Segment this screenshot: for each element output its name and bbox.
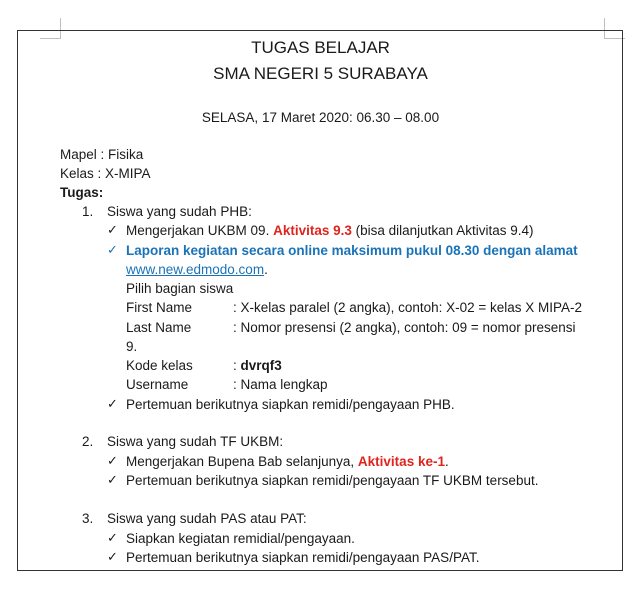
school-name: SMA NEGERI 5 SURABAYA	[213, 64, 428, 83]
class-code: dvrqf3	[240, 358, 282, 373]
item-text: Mengerjakan UKBM 09.	[126, 223, 274, 238]
section-heading: Siswa yang sudah TF UKBM:	[107, 434, 284, 449]
field-value-continuation: 9.	[126, 339, 138, 354]
check-icon: ✓	[107, 472, 118, 487]
field-value: : X-kelas paralel (2 angka), contoh: X-02 = kelas X MIPA-2	[233, 300, 583, 315]
check-icon: ✓	[107, 530, 118, 545]
check-icon: ✓	[107, 222, 118, 237]
highlight-red: Aktivitas ke-1	[357, 454, 445, 469]
list-item	[126, 454, 449, 469]
mapel-line: Mapel : Fisika	[60, 147, 144, 162]
check-icon: ✓	[107, 396, 118, 411]
check-icon: ✓	[107, 242, 118, 257]
highlight-red: Aktivitas 9.3	[273, 223, 352, 238]
section-number: 3.	[82, 511, 94, 526]
tugas-heading: Tugas:	[60, 185, 104, 200]
list-item: Pertemuan berikutnya siapkan remidi/pengayaan PAS/PAT.	[126, 550, 480, 565]
field-label: Last Name	[126, 320, 192, 335]
edmodo-link[interactable]: www.new.edmodo.com	[126, 262, 265, 277]
section-number: 2.	[82, 434, 94, 449]
list-item: Pertemuan berikutnya siapkan remidi/pengayaan TF UKBM tersebut.	[126, 473, 539, 488]
list-item-continuation	[126, 262, 268, 277]
document-title: TUGAS BELAJAR	[251, 38, 390, 57]
list-item: Siapkan kegiatan remidial/pengayaan.	[126, 531, 355, 546]
field-value	[233, 358, 282, 373]
field-value: : Nomor presensi (2 angka), contoh: 09 = nomor presensi	[233, 320, 576, 335]
field-label: First Name	[126, 300, 193, 315]
date-line: SELASA, 17 Maret 2020: 06.30 – 08.00	[201, 110, 440, 125]
section-heading: Siswa yang sudah PAS atau PAT:	[107, 511, 307, 526]
field-label: Kode kelas	[126, 358, 193, 373]
list-item: Laporan kegiatan secara online maksimum pukul 08.30 dengan alamat	[126, 243, 578, 258]
check-icon: ✓	[107, 453, 118, 468]
item-text: .	[264, 262, 268, 277]
list-item: Pertemuan berikutnya siapkan remidi/pengayaan PHB.	[126, 397, 455, 412]
check-icon: ✓	[107, 549, 118, 564]
item-text: Mengerjakan Bupena Bab selanjunya,	[126, 454, 358, 469]
section-heading: Siswa yang sudah PHB:	[107, 204, 252, 219]
pilih-text: Pilih bagian siswa	[126, 281, 234, 296]
field-value: : Nama lengkap	[233, 377, 328, 392]
list-item	[126, 223, 533, 238]
kelas-line: Kelas : X-MIPA	[60, 166, 151, 181]
item-text: (bisa dilanjutkan Aktivitas 9.4)	[351, 223, 534, 238]
section-number: 1.	[82, 204, 94, 219]
item-text: .	[444, 454, 449, 469]
field-label: Username	[126, 377, 189, 392]
colon: :	[233, 358, 241, 373]
